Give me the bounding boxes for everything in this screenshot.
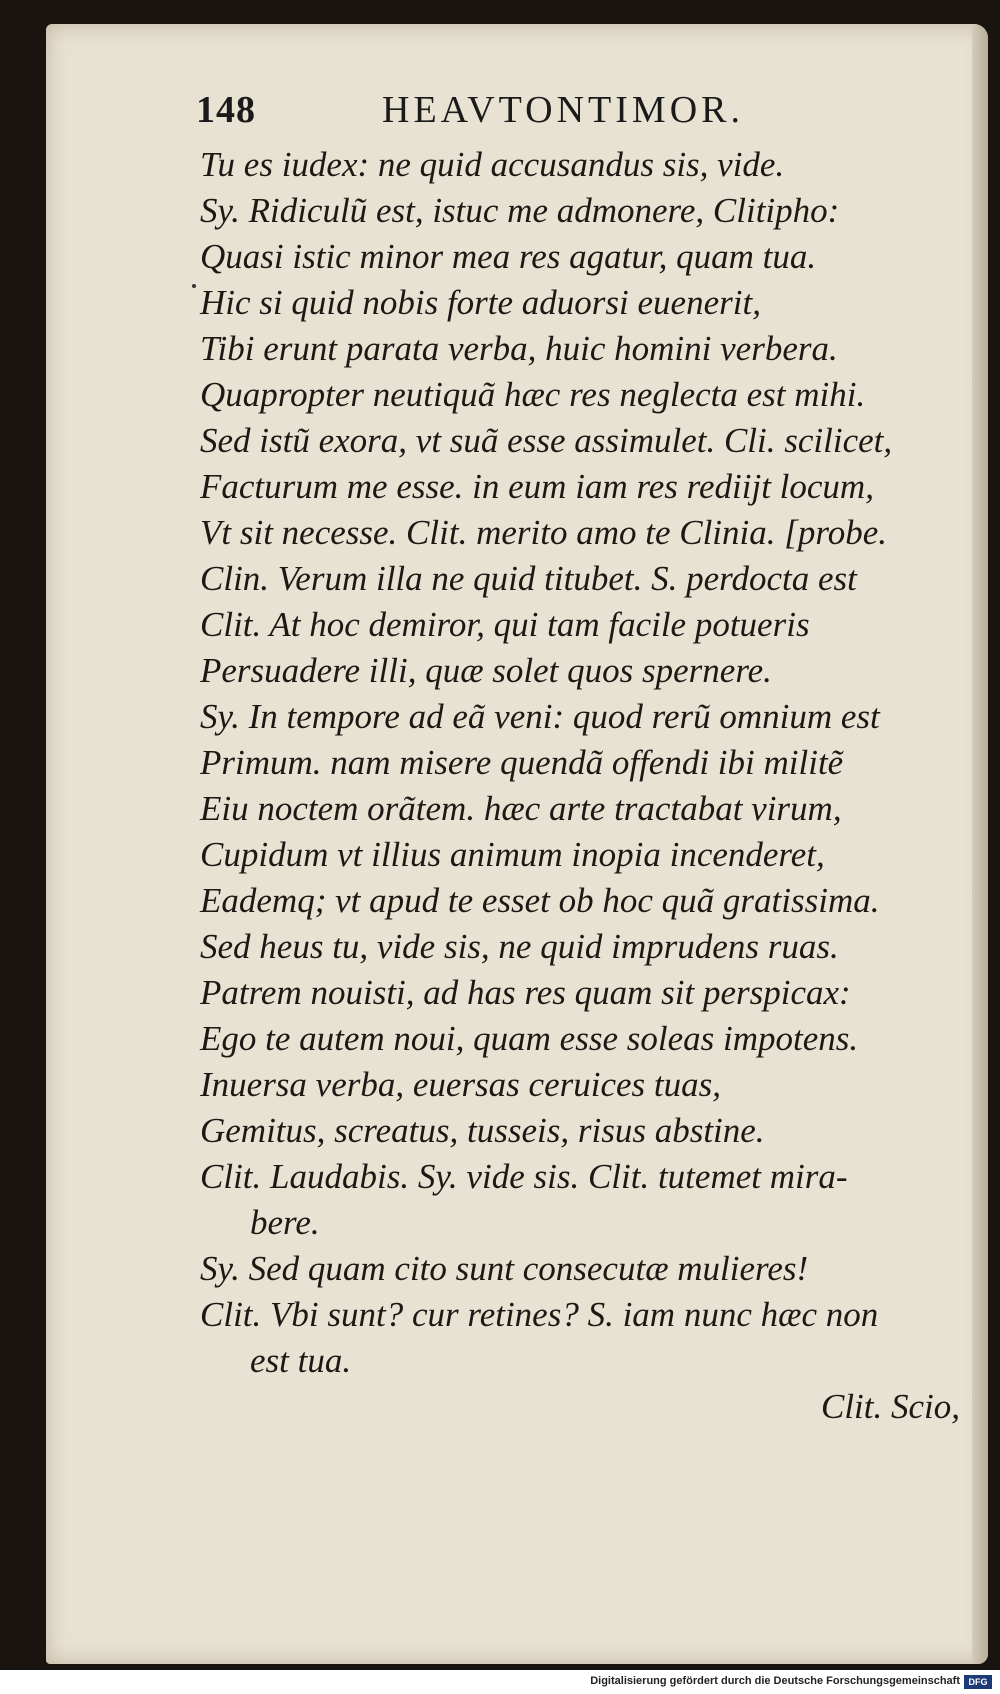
margin-dot [192, 284, 196, 288]
verse-line: Gemitus, screatus, tusseis, risus abstine. [200, 1111, 765, 1150]
verse-line: Tu es iudex: ne quid accusandus sis, vide. [200, 145, 785, 184]
verse-line: Inuersa verba, euersas ceruices tuas, [200, 1065, 722, 1104]
verse-line: Sy. In tempore ad eã veni: quod rerũ omnium est [200, 697, 880, 736]
verse-text [200, 142, 980, 1430]
page-number: 148 [196, 89, 256, 131]
verse-line: Tibi erunt parata verba, huic homini verbera. [200, 329, 838, 368]
verse-line: Sed heus tu, vide sis, ne quid imprudens ruas. [200, 927, 839, 966]
verse-line: Eademq; vt apud te esset ob hoc quã gratissima. [200, 881, 880, 920]
verse-line: Cupidum vt illius animum inopia incenderet, [200, 835, 825, 874]
verse-line: Clit. Vbi sunt? cur retines? S. iam nunc hæc non [200, 1295, 879, 1334]
dfg-logo: DFG [964, 1675, 992, 1689]
verse-line: Hic si quid nobis forte aduorsi euenerit, [200, 283, 761, 322]
verse-line: Persuadere illi, quæ solet quos spernere. [200, 651, 772, 690]
verse-line: Vt sit necesse. Clit. merito amo te Clinia. [probe. [200, 513, 887, 552]
verse-line: Ego te autem noui, quam esse soleas impotens. [200, 1019, 859, 1058]
verse-line: Facturum me esse. in eum iam res rediijt locum, [200, 467, 874, 506]
verse-line: bere. [250, 1203, 320, 1242]
catchword: Clit. Scio, [820, 1387, 960, 1426]
verse-line: Clit. At hoc demiror, qui tam facile potueris [200, 605, 810, 644]
page-header [196, 88, 796, 138]
verse-line: Clin. Verum illa ne quid titubet. S. perdocta est [200, 559, 857, 598]
verse-line: Quapropter neutiquã hæc res neglecta est mihi. [200, 375, 866, 414]
digitization-footer [0, 1672, 1000, 1694]
verse-line: Patrem nouisti, ad has res quam sit perspicax: [200, 973, 851, 1012]
footer-credit: Digitalisierung gefördert durch die Deutsche Forschungsgemeinschaft [590, 1675, 960, 1687]
verse-line: Eiu noctem orãtem. hæc arte tractabat virum, [200, 789, 842, 828]
verse-line: Sed istũ exora, vt suã esse assimulet. Cli. scilicet, [200, 421, 893, 460]
verse-line: est tua. [250, 1341, 352, 1380]
verse-line: Quasi istic minor mea res agatur, quam tua. [200, 237, 817, 276]
verse-line: Primum. nam misere quendã offendi ibi militẽ [200, 743, 844, 782]
running-head: HEAVTONTIMOR. [382, 89, 744, 131]
verse-line: Sy. Sed quam cito sunt consecutæ mulieres! [200, 1249, 809, 1288]
verse-line: Clit. Laudabis. Sy. vide sis. Clit. tutemet mira- [200, 1157, 848, 1196]
verse-line: Sy. Ridiculũ est, istuc me admonere, Clitipho: [200, 191, 840, 230]
